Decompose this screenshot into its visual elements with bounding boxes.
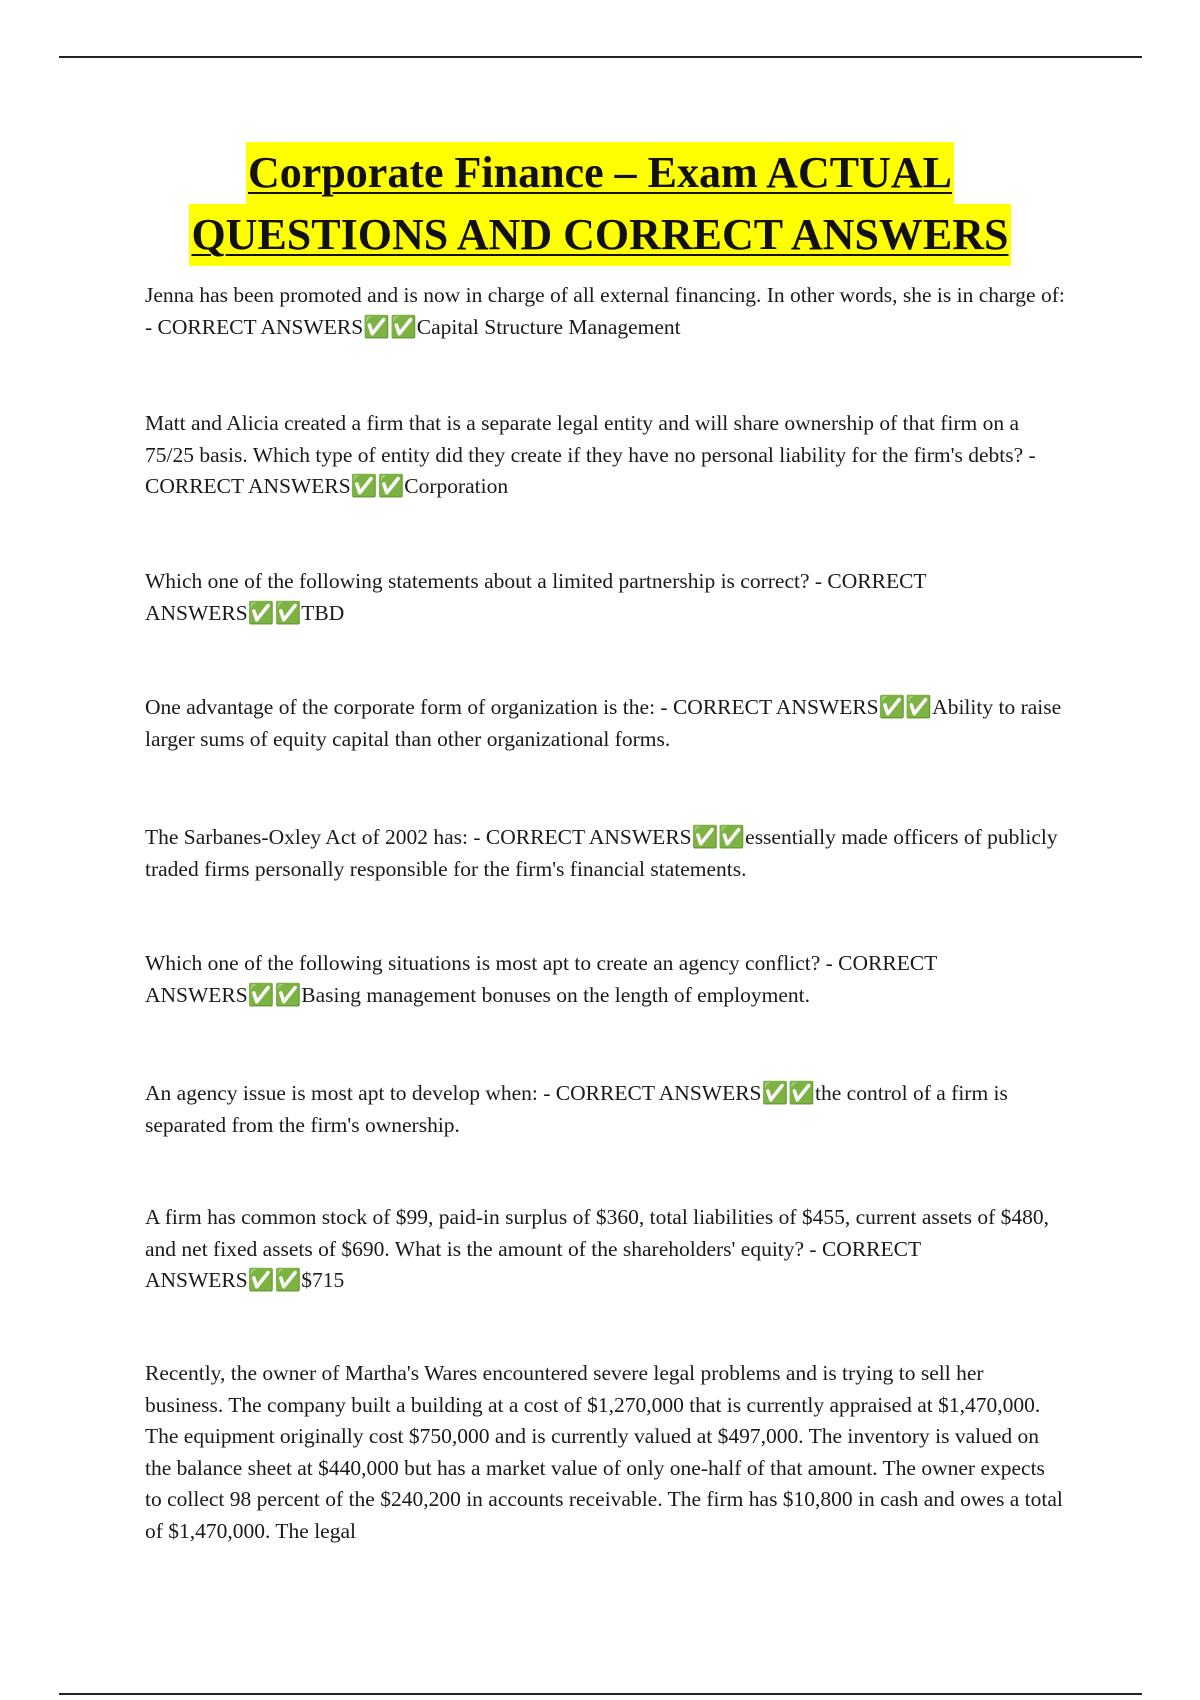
qa-item: An agency issue is most apt to develop when: - CORRECT ANSWERS✅✅the control of a firm is separated from the firm's ownership. [145,1081,1008,1137]
qa-item: A firm has common stock of $99, paid-in surplus of $360, total liabilities of $455, current assets of $480, and net fixed assets of $690. What is the amount of the shareholders' equity? - CORRECT ANSWERS✅✅$715 [145,1205,1050,1292]
title-line-2: QUESTIONS AND CORRECT ANSWERS [189,204,1010,266]
bottom-rule [59,1693,1142,1695]
qa-item: The Sarbanes-Oxley Act of 2002 has: - CORRECT ANSWERS✅✅essentially made officers of publicly traded firms personally responsible for the firm's financial statements. [145,825,1058,881]
qa-item: Recently, the owner of Martha's Wares encountered severe legal problems and is trying to sell her business. The company built a building at a cost of $1,270,000 that is currently appraised at $1,470,000. The equipment originally cost $750,000 and is currently valued at $497,000. The inventory is valued on the balance sheet at $440,000 but has a market value of only one-half of that amount. The owner expects to collect 98 percent of the $240,200 in accounts receivable. The firm has $10,800 in cash and owes a total of $1,470,000. The legal [145,1361,1063,1543]
qa-item: Matt and Alicia created a firm that is a separate legal entity and will share ownership of that firm on a 75/25 basis. Which type of entity did they create if they have no personal liability for the firm's debts? - CORRECT ANSWERS✅✅Corporation [145,411,1036,498]
qa-item: Jenna has been promoted and is now in charge of all external financing. In other words, she is in charge of: - CORRECT ANSWERS✅✅Capital Structure Management [145,283,1065,339]
qa-item: One advantage of the corporate form of organization is the: - CORRECT ANSWERS✅✅Ability to raise larger sums of equity capital than other organizational forms. [145,695,1062,751]
qa-item: Which one of the following statements about a limited partnership is correct? - CORRECT ANSWERS✅✅TBD [145,569,927,625]
top-rule [59,56,1142,58]
qa-item: Which one of the following situations is most apt to create an agency conflict? - CORRECT ANSWERS✅✅Basing management bonuses on the length of employment. [145,951,937,1007]
document-title [0,142,1200,266]
title-line-1: Corporate Finance – Exam ACTUAL [246,142,954,204]
